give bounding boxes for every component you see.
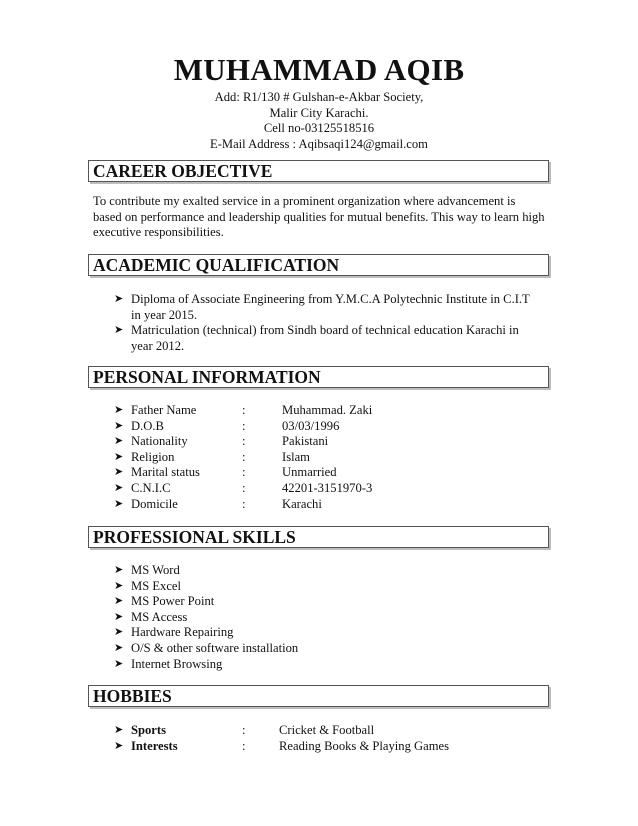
hobby-value: Cricket & Football xyxy=(279,723,375,737)
candidate-name: MUHAMMAD AQIB xyxy=(173,52,465,87)
separator: : xyxy=(242,738,246,753)
table-row xyxy=(114,739,554,755)
table-row xyxy=(114,723,554,739)
arrowhead-bullet-icon: ➤ xyxy=(114,657,124,670)
career-objective-heading: CAREER OBJECTIVE xyxy=(88,160,549,182)
arrowhead-bullet-icon: ➤ xyxy=(114,564,124,576)
separator: : xyxy=(242,403,246,417)
separator: : xyxy=(242,465,246,480)
field-value: Islam xyxy=(282,449,310,464)
field-value: 42201-3151970-3 xyxy=(282,480,373,495)
email-address: E-Mail Address : Aqibsaqi124@gmail.com xyxy=(210,136,428,151)
field-value: 03/03/1996 xyxy=(282,418,340,433)
arrowhead-bullet-icon: ➤ xyxy=(114,595,124,608)
field-value: Muhammad. Zaki xyxy=(282,403,373,417)
personal-information-heading: PERSONAL INFORMATION xyxy=(88,366,549,388)
field-label: Religion xyxy=(131,449,175,464)
skill-text: MS Word xyxy=(131,563,180,577)
cell-number: Cell no-03125518516 xyxy=(263,121,375,136)
separator: : xyxy=(242,434,246,449)
hobbies-list xyxy=(114,723,554,754)
skill-text: MS Power Point xyxy=(131,594,215,609)
arrowhead-bullet-icon: ➤ xyxy=(114,404,124,416)
field-label: C.N.I.C xyxy=(131,480,171,495)
list-item xyxy=(114,610,554,626)
career-objective-text xyxy=(93,194,553,241)
arrowhead-bullet-icon: ➤ xyxy=(114,739,124,752)
field-value: Karachi xyxy=(282,496,322,511)
personal-info-list xyxy=(114,403,554,512)
hobby-label: Interests xyxy=(131,738,178,753)
table-row xyxy=(114,481,554,497)
field-label: Nationality xyxy=(131,434,188,449)
address-line-1: Add: R1/130 # Gulshan-e-Akbar Society, xyxy=(214,90,424,104)
table-row xyxy=(114,419,554,435)
list-item xyxy=(114,563,554,579)
arrowhead-bullet-icon: ➤ xyxy=(114,724,124,736)
field-value: Unmarried xyxy=(282,465,337,480)
arrowhead-bullet-icon: ➤ xyxy=(114,579,124,592)
table-row xyxy=(114,403,554,419)
skill-text: MS Access xyxy=(131,609,188,624)
professional-skills-heading: PROFESSIONAL SKILLS xyxy=(88,526,549,548)
field-value: Pakistani xyxy=(282,434,329,449)
table-row xyxy=(114,450,554,466)
arrowhead-bullet-icon: ➤ xyxy=(114,626,124,639)
list-item xyxy=(114,657,554,673)
qualification-line: year 2012. xyxy=(131,338,185,353)
academic-qualification-heading: ACADEMIC QUALIFICATION xyxy=(88,254,549,276)
separator: : xyxy=(242,449,246,464)
separator: : xyxy=(242,418,246,433)
table-row xyxy=(114,465,554,481)
skill-text: Internet Browsing xyxy=(131,656,223,671)
list-item xyxy=(114,292,554,323)
skills-list xyxy=(114,563,554,672)
hobby-value: Reading Books & Playing Games xyxy=(279,738,450,753)
arrowhead-bullet-icon: ➤ xyxy=(114,324,124,337)
list-item xyxy=(114,625,554,641)
hobby-label: Sports xyxy=(131,723,166,737)
skill-text: Hardware Repairing xyxy=(131,625,234,640)
list-item xyxy=(114,641,554,657)
academic-list xyxy=(114,292,554,354)
arrowhead-bullet-icon: ➤ xyxy=(114,419,124,432)
skill-text: MS Excel xyxy=(131,578,182,593)
arrowhead-bullet-icon: ➤ xyxy=(114,481,124,494)
separator: : xyxy=(242,723,246,737)
address-line-2: Malir City Karachi. xyxy=(269,105,369,120)
table-row xyxy=(114,434,554,450)
list-item xyxy=(114,594,554,610)
qualification-line: in year 2015. xyxy=(131,307,198,322)
field-label: Domicile xyxy=(131,496,178,511)
arrowhead-bullet-icon: ➤ xyxy=(114,435,124,448)
arrowhead-bullet-icon: ➤ xyxy=(114,450,124,463)
career-objective-line: To contribute my exalted service in a prominent organization where advancement is xyxy=(93,194,516,208)
arrowhead-bullet-icon: ➤ xyxy=(114,497,124,510)
field-label: D.O.B xyxy=(131,418,164,433)
arrowhead-bullet-icon: ➤ xyxy=(114,610,124,623)
field-label: Father Name xyxy=(131,403,197,417)
list-item xyxy=(114,579,554,595)
field-label: Marital status xyxy=(131,465,200,480)
list-item xyxy=(114,323,554,354)
separator: : xyxy=(242,496,246,511)
contact-block xyxy=(0,90,638,152)
career-objective-line: based on performance and leadership qualities for mutual benefits. This way to learn high xyxy=(93,209,545,224)
arrowhead-bullet-icon: ➤ xyxy=(114,641,124,654)
arrowhead-bullet-icon: ➤ xyxy=(114,466,124,479)
qualification-line: Matriculation (technical) from Sindh board of technical education Karachi in xyxy=(131,323,519,338)
skill-text: O/S & other software installation xyxy=(131,640,299,655)
arrowhead-bullet-icon: ➤ xyxy=(114,293,124,305)
separator: : xyxy=(242,480,246,495)
career-objective-line: executive responsibilities. xyxy=(93,225,224,240)
hobbies-heading: HOBBIES xyxy=(88,685,549,707)
qualification-line: Diploma of Associate Engineering from Y.M.C.A Polytechnic Institute in C.I.T xyxy=(131,292,530,306)
table-row xyxy=(114,497,554,513)
